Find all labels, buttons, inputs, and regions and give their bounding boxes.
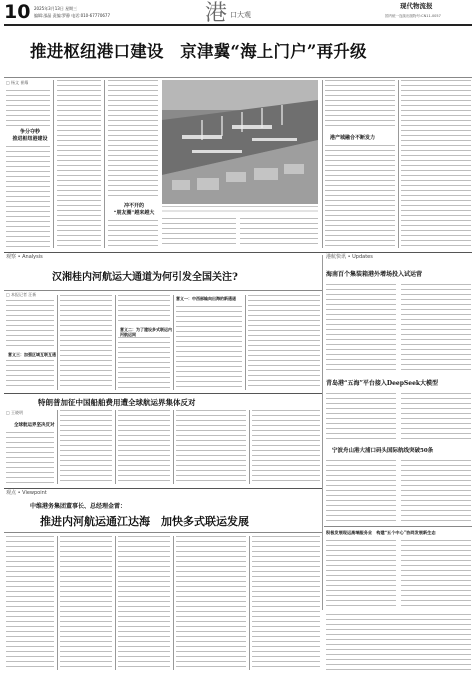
top-story-bottom-rule bbox=[4, 252, 472, 253]
updates-text-1b bbox=[401, 284, 471, 374]
updates-text-5 bbox=[326, 614, 471, 670]
analysis-rule bbox=[4, 290, 322, 291]
shipping-divider-2 bbox=[115, 410, 116, 484]
top-story-col7-text bbox=[401, 80, 471, 248]
analysis-divider-2 bbox=[115, 295, 116, 390]
analysis-col2 bbox=[60, 295, 112, 390]
analysis-col1-b bbox=[6, 360, 54, 390]
updates-rule bbox=[324, 526, 472, 527]
top-story-rule bbox=[4, 77, 472, 78]
updates-headline-3: 宁波舟山港大浦口码头国际航线突破50条 bbox=[332, 448, 434, 454]
top-story-col5-text bbox=[240, 218, 318, 248]
viewpoint-col2 bbox=[60, 536, 112, 670]
viewpoint-rule bbox=[4, 532, 322, 533]
top-story-col3-text bbox=[108, 80, 158, 198]
viewpoint-headline: 推进内河航运通江达海 加快多式联运发展 bbox=[40, 515, 249, 528]
analysis-divider-3 bbox=[173, 295, 174, 390]
shipping-col4 bbox=[176, 410, 246, 484]
updates-text-1a bbox=[326, 284, 396, 374]
updates-text-4a bbox=[326, 540, 396, 610]
masthead-rule bbox=[4, 24, 472, 26]
photo-caption bbox=[162, 206, 318, 214]
viewpoint-label: 观点 • Viewpoint bbox=[6, 490, 47, 496]
analysis-col1 bbox=[6, 300, 54, 350]
top-story-subhead-3: 港产城融合不断发力 bbox=[330, 135, 376, 141]
top-story-col3-text-b bbox=[108, 220, 158, 248]
shipping-subhead: 全球航运界坚决反对 bbox=[14, 423, 55, 428]
shipping-headline: 特朗普加征中国船舶费用遭全球航运界集体反对 bbox=[38, 398, 196, 407]
top-col-divider-2 bbox=[104, 80, 105, 248]
top-story-headline: 推进枢纽港口建设 京津冀“海上门户”再升级 bbox=[30, 42, 367, 61]
viewpoint-kicker: 中维港务集团董事长、总经理金雷： bbox=[30, 503, 127, 510]
updates-text-3b bbox=[401, 460, 471, 522]
shipping-col3 bbox=[118, 410, 170, 484]
top-story-col1-text-b bbox=[6, 146, 50, 248]
shipping-col1 bbox=[6, 432, 54, 484]
top-col-divider-3 bbox=[322, 80, 323, 248]
analysis-headline: 汉湘桂内河航运大通道为何引发全国关注? bbox=[52, 272, 238, 283]
top-story-col6-text bbox=[325, 80, 395, 130]
shipping-top-rule bbox=[4, 393, 322, 394]
editor-line: 编辑:邵晶 责编:罗静 电话:010-67770677 bbox=[34, 13, 111, 18]
viewpoint-divider-3 bbox=[173, 536, 174, 670]
updates-text-2a bbox=[326, 393, 396, 443]
viewpoint-col3 bbox=[118, 536, 170, 670]
analysis-divider-1 bbox=[57, 295, 58, 390]
shipping-byline: □ 王晓明 bbox=[6, 410, 24, 415]
analysis-col5 bbox=[248, 295, 320, 390]
top-story-col2-text bbox=[57, 80, 101, 248]
updates-headline-4: 积极发展现运高端服务业 构建“五个中心”协同发展新生态 bbox=[326, 530, 436, 535]
updates-headline-2: 青岛港“五海”平台接入DeepSeek大模型 bbox=[326, 380, 439, 387]
analysis-col3-b bbox=[118, 337, 170, 390]
updates-text-4b bbox=[401, 540, 471, 610]
analysis-divider-4 bbox=[245, 295, 246, 390]
shipping-col5 bbox=[252, 410, 320, 484]
section-title-big: 港 bbox=[205, 1, 228, 26]
viewpoint-top-rule bbox=[4, 488, 322, 489]
analysis-subhead-3: 意义三：加强区域互联互通 bbox=[8, 352, 56, 357]
viewpoint-col5 bbox=[252, 536, 320, 670]
analysis-col3 bbox=[118, 295, 170, 325]
updates-label: 港航快讯 • Updates bbox=[326, 254, 373, 260]
issue-date: 2025年3月13日 星期三 bbox=[34, 6, 78, 11]
analysis-label: 观察 • Analysis bbox=[6, 254, 43, 260]
top-story-subhead-1: 争分夺秒 推进枢纽港建设 bbox=[12, 129, 48, 142]
port-photo bbox=[162, 80, 318, 204]
updates-text-2b bbox=[401, 393, 471, 443]
updates-divider bbox=[322, 255, 323, 610]
updates-text-3a bbox=[326, 460, 396, 522]
shipping-divider-1 bbox=[57, 410, 58, 484]
top-story-col4-text bbox=[162, 218, 236, 248]
top-col-divider-1 bbox=[53, 80, 54, 248]
viewpoint-divider-2 bbox=[115, 536, 116, 670]
section-title-small: 口大观 bbox=[230, 11, 251, 19]
shipping-col2 bbox=[60, 410, 112, 484]
paper-name: 现代物流报 bbox=[400, 2, 433, 10]
top-story-col1-text bbox=[6, 90, 50, 126]
page-number: 10 bbox=[4, 1, 31, 23]
paper-serial: 国内统一连续出版物号:CN11-0057 bbox=[385, 14, 441, 18]
top-col-divider-4 bbox=[398, 80, 399, 248]
top-story-subhead-2: 冲不开的 “朋友圈”越来越大 bbox=[113, 203, 155, 216]
viewpoint-col4 bbox=[176, 536, 246, 670]
analysis-subhead-2: 意义二：为了建设多式联运内河航运网 bbox=[120, 327, 172, 337]
shipping-divider-3 bbox=[173, 410, 174, 484]
updates-headline-1: 海南百个集装箱港外增场投入试运营 bbox=[326, 271, 423, 278]
analysis-subhead-1: 意义一：中西部输向出海的新通道 bbox=[176, 296, 236, 301]
viewpoint-divider-1 bbox=[57, 536, 58, 670]
shipping-divider-4 bbox=[249, 410, 250, 484]
analysis-byline: □ 本报记者 汪新 bbox=[6, 292, 37, 297]
viewpoint-col1 bbox=[6, 536, 54, 670]
top-story-author: □ 杨文 崔耀 bbox=[6, 80, 29, 85]
analysis-col4 bbox=[176, 306, 242, 390]
viewpoint-divider-4 bbox=[249, 536, 250, 670]
top-story-col6-text-b bbox=[325, 145, 395, 248]
